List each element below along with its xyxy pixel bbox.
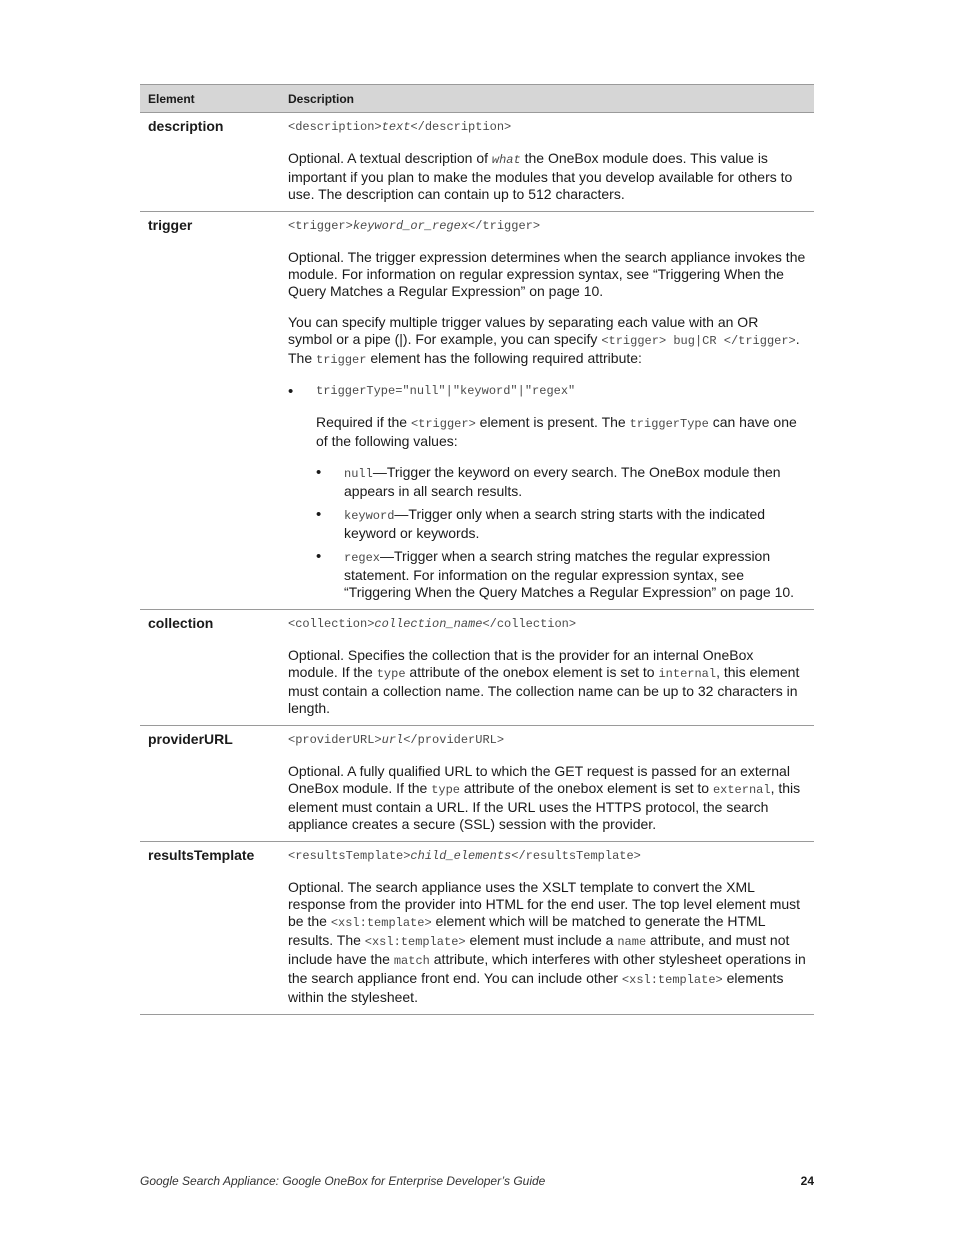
table-row xyxy=(140,610,814,726)
value-list xyxy=(316,464,806,601)
description-paragraph: Optional. A textual description of what the OneBox module does. This value is important if you plan to make the modules that you develop available for others to use. The description can contain up to 512 characters. xyxy=(288,150,793,202)
description-paragraph: Optional. Specifies the collection that is the provider for an internal OneBox module. If the type attribute of the onebox element is set to internal, this element must contain a collection name. The collection name can be up to 32 characters in length. xyxy=(288,647,800,716)
element-description xyxy=(280,113,814,212)
syntax-line: <description>text</description> xyxy=(288,120,512,134)
element-description xyxy=(280,212,814,610)
element-description xyxy=(280,610,814,726)
list-item: • keyword—Trigger only when a search string starts with the indicated keyword or keywords. xyxy=(316,506,806,542)
footer-title: Google Search Appliance: Google OneBox for Enterprise Developer’s Guide xyxy=(140,1174,546,1188)
syntax-line: <providerURL>url</providerURL> xyxy=(288,733,505,747)
element-table xyxy=(140,84,814,1015)
attribute-description: Required if the <trigger> element is present. The triggerType can have one of the following values: xyxy=(316,414,797,449)
element-name: trigger xyxy=(140,212,280,610)
element-name: description xyxy=(140,113,280,212)
page-number: 24 xyxy=(800,1174,814,1188)
header-element: Element xyxy=(140,85,280,113)
attribute-syntax: • triggerType="null"|"keyword"|"regex" xyxy=(316,384,576,398)
table-header-row xyxy=(140,85,814,113)
element-name: collection xyxy=(140,610,280,726)
list-item: • null—Trigger the keyword on every search. The OneBox module then appears in all search results. xyxy=(316,464,806,500)
table-row xyxy=(140,113,814,212)
description-paragraph: Optional. A fully qualified URL to which the GET request is passed for an external OneBox module. If the type attribute of the onebox element is set to external, this element must contain a URL. If the URL uses the HTTPS protocol, the search appliance creates a secure (SSL) session with the provider. xyxy=(288,763,801,832)
table-row xyxy=(140,212,814,610)
element-name: providerURL xyxy=(140,726,280,842)
description-paragraph: Optional. The search appliance uses the XSLT template to convert the XML response from the provider into HTML for the end user. The top level element must be the <xsl:template> element which will be matched to generate the HTML results. The <xsl:template> element must include a name attribute, and must not include have the match attribute, which interferes with other stylesheet operations in the search appliance front end. You can include other <xsl:template> elements within the stylesheet. xyxy=(288,879,806,1005)
table-row xyxy=(140,842,814,1015)
syntax-line: <resultsTemplate>child_elements</resultsTemplate> xyxy=(288,849,641,863)
element-name: resultsTemplate xyxy=(140,842,280,1015)
description-paragraph: You can specify multiple trigger values by separating each value with an OR symbol or a pipe (|). For example, you can specify <trigger> bug|CR </trigger>. The trigger element has the following required attribute: xyxy=(288,314,800,367)
syntax-line: <trigger>keyword_or_regex</trigger> xyxy=(288,219,541,233)
attribute-list xyxy=(288,383,806,601)
table-row xyxy=(140,726,814,842)
element-description xyxy=(280,842,814,1015)
header-description: Description xyxy=(280,85,814,113)
list-item xyxy=(288,383,806,601)
list-item: • regex—Trigger when a search string matches the regular expression statement. For information on the regular expression syntax, see “Triggering When the Query Matches a Regular Expression” on page 10. xyxy=(316,548,806,601)
element-description xyxy=(280,726,814,842)
description-paragraph: Optional. The trigger expression determines when the search appliance invokes the module. For information on regular expression syntax, see “Triggering When the Query Matches a Regular Expression” on page 10. xyxy=(288,249,806,299)
syntax-line: <collection>collection_name</collection> xyxy=(288,617,577,631)
